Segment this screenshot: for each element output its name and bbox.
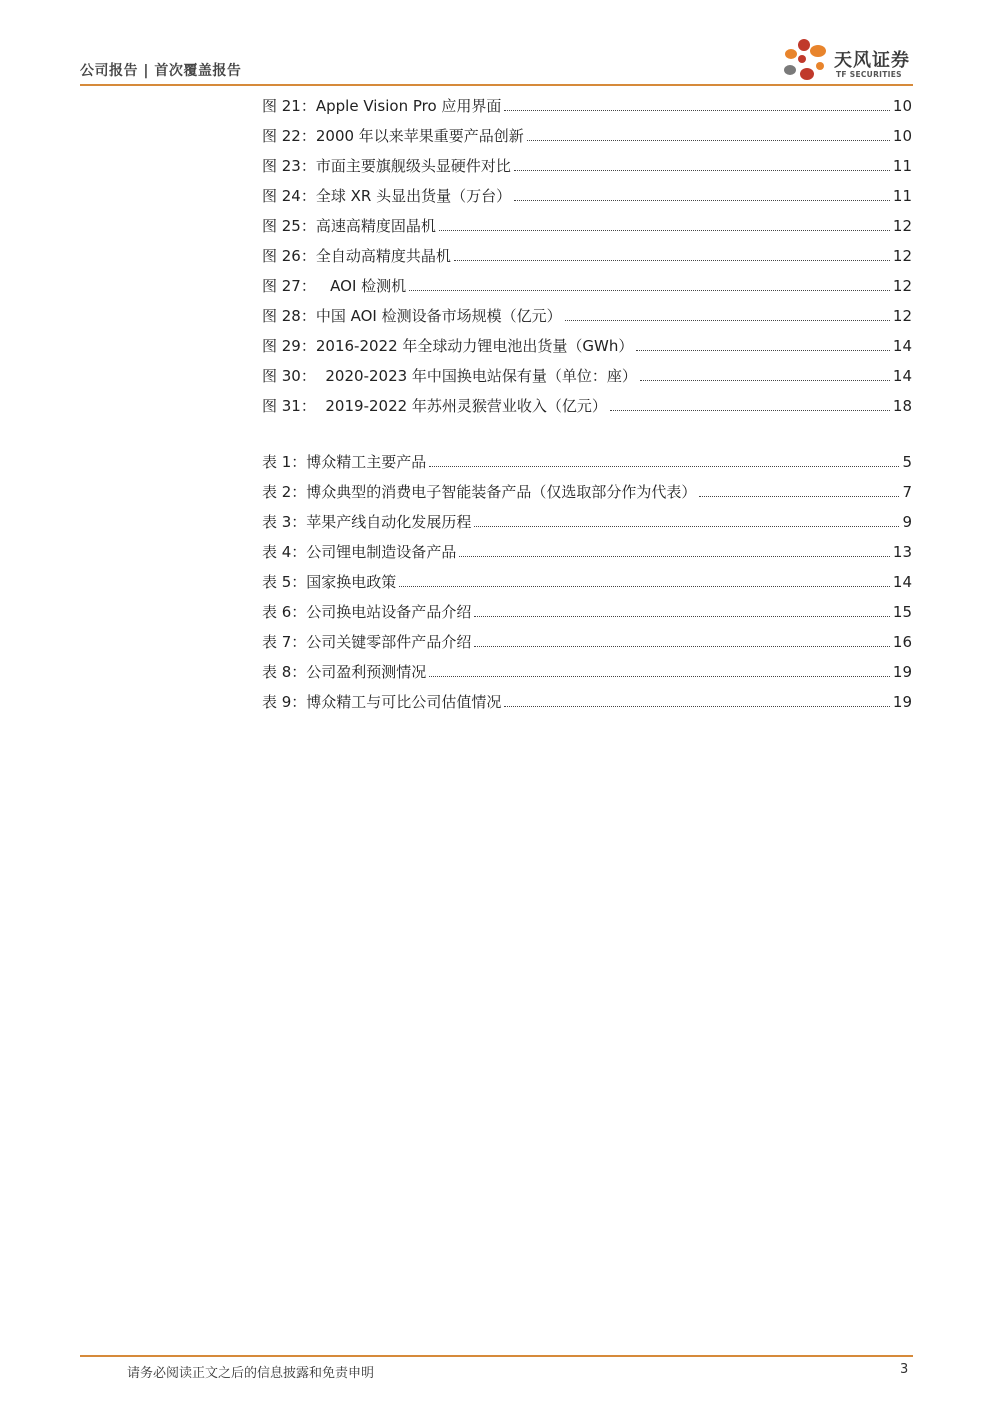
toc-entry-label: 表 6：公司换电站设备产品介绍 <box>262 603 472 621</box>
logo-name-en: TF SECURITIES <box>836 70 902 79</box>
toc-entry[interactable] <box>262 154 912 176</box>
footer-disclaimer: 请务必阅读正文之后的信息披露和免责申明 <box>127 1366 375 1381</box>
toc-entry[interactable] <box>262 214 912 236</box>
dot-leader <box>527 139 890 141</box>
toc-entry[interactable] <box>262 94 912 116</box>
toc-entry[interactable] <box>262 660 912 682</box>
toc-entry-label: 表 2：博众典型的消费电子智能装备产品（仅选取部分作为代表） <box>262 483 697 501</box>
toc-entry-label: 图 22：2000 年以来苹果重要产品创新 <box>262 127 524 145</box>
toc-entry-label: 表 8：公司盈利预测情况 <box>262 663 427 681</box>
toc-entry-page: 18 <box>892 397 912 415</box>
toc-entry[interactable] <box>262 184 912 206</box>
toc-entry-label: 图 24：全球 XR 头显出货量（万台） <box>262 187 512 205</box>
toc-entry[interactable] <box>262 480 912 502</box>
dot-leader <box>454 259 890 261</box>
toc-entry[interactable] <box>262 124 912 146</box>
dot-leader <box>474 645 890 647</box>
toc-entry-page: 12 <box>892 307 912 325</box>
toc-entry[interactable] <box>262 540 912 562</box>
dot-leader <box>429 465 899 467</box>
dot-leader <box>439 229 890 231</box>
toc-entry[interactable] <box>262 600 912 622</box>
dot-leader <box>399 585 890 587</box>
toc-entry-label: 表 5：国家换电政策 <box>262 573 397 591</box>
toc-entry-page: 14 <box>892 367 912 385</box>
toc-entry[interactable] <box>262 394 912 416</box>
toc-entry-label: 图 31： 2019-2022 年苏州灵猴营业收入（亿元） <box>262 397 607 415</box>
dot-leader <box>459 555 890 557</box>
toc-entry-page: 16 <box>892 633 912 651</box>
dot-leader <box>610 409 890 411</box>
toc-entry-label: 表 7：公司关键零部件产品介绍 <box>262 633 472 651</box>
footer-divider <box>80 1355 913 1357</box>
toc-entry-label: 图 27： AOI 检测机 <box>262 277 407 295</box>
logo-name-cn: 天风证券 <box>834 50 910 71</box>
toc-entry[interactable] <box>262 510 912 532</box>
toc-entry[interactable] <box>262 690 912 712</box>
dot-leader <box>514 199 890 201</box>
dot-leader <box>514 169 890 171</box>
dot-leader <box>409 289 890 291</box>
toc-entry-page: 7 <box>902 483 912 501</box>
toc-entry-page: 14 <box>892 573 912 591</box>
toc-entry-label: 图 28：中国 AOI 检测设备市场规模（亿元） <box>262 307 562 325</box>
toc-entry[interactable] <box>262 274 912 296</box>
toc-entry-label: 图 29：2016-2022 年全球动力锂电池出货量（GWh） <box>262 337 634 355</box>
toc-entry-label: 图 30： 2020-2023 年中国换电站保有量（单位：座） <box>262 367 637 385</box>
toc-entry-page: 19 <box>892 693 912 711</box>
toc-entry-label: 图 26：全自动高精度共晶机 <box>262 247 451 265</box>
dot-leader <box>474 615 890 617</box>
toc-entry[interactable] <box>262 334 912 356</box>
toc-entry[interactable] <box>262 304 912 326</box>
dot-leader <box>474 525 899 527</box>
toc-entry-label: 表 9：博众精工与可比公司估值情况 <box>262 693 502 711</box>
toc-entry-label: 表 3：苹果产线自动化发展历程 <box>262 513 472 531</box>
dot-leader <box>699 495 899 497</box>
toc-entry-page: 11 <box>892 157 912 175</box>
toc-entry-label: 表 1：博众精工主要产品 <box>262 453 427 471</box>
toc-entry-label: 表 4：公司锂电制造设备产品 <box>262 543 457 561</box>
dot-leader <box>640 379 890 381</box>
logo-flower-icon <box>780 32 832 84</box>
toc-entry-page: 13 <box>892 543 912 561</box>
dot-leader <box>565 319 890 321</box>
toc-entry[interactable] <box>262 244 912 266</box>
toc-entry-page: 12 <box>892 277 912 295</box>
toc-entry-label: 图 25：高速高精度固晶机 <box>262 217 436 235</box>
toc-entry-page: 12 <box>892 217 912 235</box>
toc-entry-page: 11 <box>892 187 912 205</box>
toc-entry-page: 10 <box>892 127 912 145</box>
toc-entry-page: 9 <box>902 513 912 531</box>
toc-entry-page: 5 <box>902 453 912 471</box>
toc-entry-label: 图 21：Apple Vision Pro 应用界面 <box>262 97 502 115</box>
toc-entry[interactable] <box>262 364 912 386</box>
toc-entry[interactable] <box>262 630 912 652</box>
toc-entry[interactable] <box>262 450 912 472</box>
header-title: 公司报告 | 首次覆盖报告 <box>80 63 242 79</box>
toc-entry-page: 19 <box>892 663 912 681</box>
dot-leader <box>504 109 889 111</box>
toc-entry-page: 10 <box>892 97 912 115</box>
dot-leader <box>636 349 890 351</box>
toc-entry-page: 15 <box>892 603 912 621</box>
toc-entry[interactable] <box>262 570 912 592</box>
dot-leader <box>429 675 890 677</box>
toc-entry-page: 12 <box>892 247 912 265</box>
dot-leader <box>504 705 890 707</box>
page-number: 3 <box>900 1362 909 1377</box>
toc-entry-label: 图 23：市面主要旗舰级头显硬件对比 <box>262 157 511 175</box>
company-logo <box>780 32 920 86</box>
toc-entry-page: 14 <box>892 337 912 355</box>
